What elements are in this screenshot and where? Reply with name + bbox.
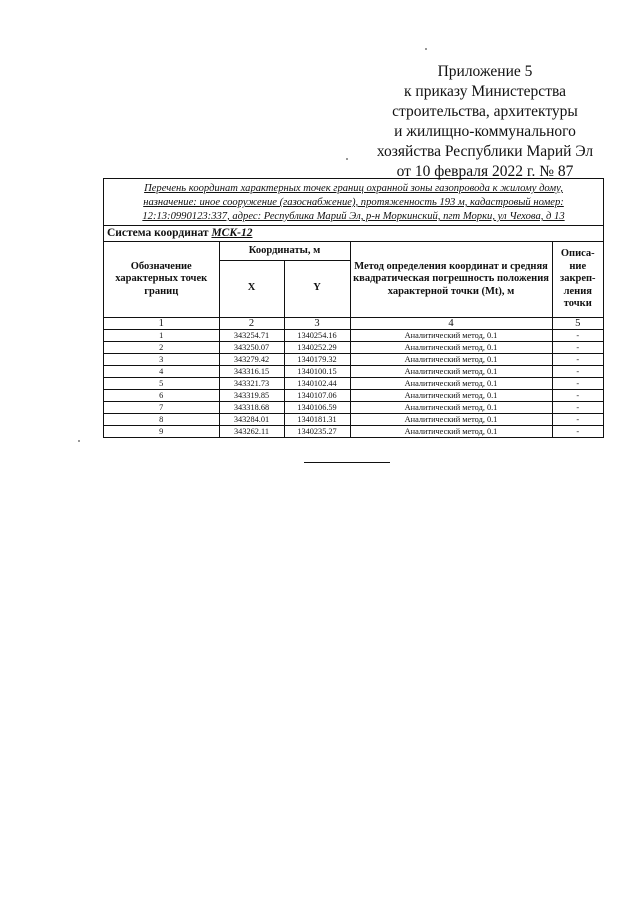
cell-description: - bbox=[552, 365, 603, 377]
appendix-line: и жилищно-коммунального bbox=[394, 123, 576, 140]
cell-description: - bbox=[552, 413, 603, 425]
cell-description: - bbox=[552, 353, 603, 365]
table-row bbox=[104, 389, 603, 401]
table-row bbox=[104, 329, 603, 341]
cell-x: 343254.71 bbox=[219, 329, 284, 341]
cell-x: 343319.85 bbox=[219, 389, 284, 401]
cell-method: Аналитический метод, 0.1 bbox=[350, 365, 552, 377]
coordinate-system-label: Система координат bbox=[107, 227, 209, 239]
cell-y: 1340181.31 bbox=[284, 413, 350, 425]
cell-x: 343279.42 bbox=[219, 353, 284, 365]
cell-method: Аналитический метод, 0.1 bbox=[350, 377, 552, 389]
column-number: 2 bbox=[219, 317, 284, 329]
cell-point: 6 bbox=[104, 389, 219, 401]
cell-x: 343321.73 bbox=[219, 377, 284, 389]
header-designation: Обозначение характерных точек границ bbox=[104, 242, 219, 317]
cell-method: Аналитический метод, 0.1 bbox=[350, 425, 552, 437]
title-line: 12:13:0990123:337, адрес: Республика Марий Эл, р-н Моркинский, пгт Морки, ул Чехова, д 13 bbox=[142, 211, 565, 222]
coordinate-system bbox=[104, 226, 603, 242]
cell-y: 1340100.15 bbox=[284, 365, 350, 377]
cell-method: Аналитический метод, 0.1 bbox=[350, 341, 552, 353]
cell-x: 343284.01 bbox=[219, 413, 284, 425]
appendix-line: хозяйства Республики Марий Эл bbox=[376, 143, 594, 160]
cell-description: - bbox=[552, 425, 603, 437]
cell-method: Аналитический метод, 0.1 bbox=[350, 389, 552, 401]
scan-speck bbox=[78, 440, 80, 442]
table-row bbox=[104, 413, 603, 425]
cell-method: Аналитический метод, 0.1 bbox=[350, 329, 552, 341]
coordinate-system-name: МСК-12 bbox=[211, 227, 253, 239]
column-number: 4 bbox=[350, 317, 552, 329]
cell-point: 3 bbox=[104, 353, 219, 365]
coordinates-frame bbox=[103, 178, 604, 438]
appendix-line: Приложение 5 bbox=[437, 63, 533, 80]
cell-description: - bbox=[552, 329, 603, 341]
scan-speck bbox=[346, 158, 348, 160]
header-method: Метод определения координат и средняя квадратическая погрешность положения характерной точки (Mt), м bbox=[350, 242, 552, 317]
title-line: назначение: иное сооружение (газоснабжение), протяженность 193 м, кадастровый номер: bbox=[143, 197, 564, 208]
cell-description: - bbox=[552, 377, 603, 389]
cell-description: - bbox=[552, 389, 603, 401]
appendix-line: от 10 февраля 2022 г. № 87 bbox=[396, 163, 574, 180]
cell-y: 1340179.32 bbox=[284, 353, 350, 365]
cell-x: 343318.68 bbox=[219, 401, 284, 413]
column-number-row bbox=[104, 317, 603, 329]
title-line: Перечень координат характерных точек границ охранной зоны газопровода к жилому дому, bbox=[144, 183, 563, 194]
scan-speck bbox=[425, 48, 427, 50]
cell-x: 343262.11 bbox=[219, 425, 284, 437]
end-of-document-line bbox=[304, 462, 390, 463]
cell-x: 343316.15 bbox=[219, 365, 284, 377]
cell-y: 1340107.06 bbox=[284, 389, 350, 401]
column-number: 1 bbox=[104, 317, 219, 329]
cell-description: - bbox=[552, 401, 603, 413]
document-title bbox=[104, 179, 603, 226]
appendix-header bbox=[345, 62, 625, 182]
table-row bbox=[104, 377, 603, 389]
cell-method: Аналитический метод, 0.1 bbox=[350, 353, 552, 365]
coordinates-table bbox=[104, 242, 603, 437]
cell-y: 1340106.59 bbox=[284, 401, 350, 413]
cell-y: 1340235.27 bbox=[284, 425, 350, 437]
cell-point: 1 bbox=[104, 329, 219, 341]
column-number: 5 bbox=[552, 317, 603, 329]
header-y: Y bbox=[284, 260, 350, 317]
column-number: 3 bbox=[284, 317, 350, 329]
cell-point: 2 bbox=[104, 341, 219, 353]
header-description: Описа-ние закреп-ления точки bbox=[552, 242, 603, 317]
header-coordinates: Координаты, м bbox=[219, 242, 350, 260]
appendix-line: к приказу Министерства bbox=[404, 83, 566, 100]
appendix-line: строительства, архитектуры bbox=[392, 103, 578, 120]
cell-point: 7 bbox=[104, 401, 219, 413]
cell-method: Аналитический метод, 0.1 bbox=[350, 401, 552, 413]
table-row bbox=[104, 341, 603, 353]
cell-point: 5 bbox=[104, 377, 219, 389]
cell-y: 1340252.29 bbox=[284, 341, 350, 353]
cell-x: 343250.07 bbox=[219, 341, 284, 353]
cell-y: 1340254.16 bbox=[284, 329, 350, 341]
cell-point: 4 bbox=[104, 365, 219, 377]
cell-y: 1340102.44 bbox=[284, 377, 350, 389]
table-row bbox=[104, 425, 603, 437]
table-row bbox=[104, 365, 603, 377]
cell-method: Аналитический метод, 0.1 bbox=[350, 413, 552, 425]
cell-description: - bbox=[552, 341, 603, 353]
cell-point: 9 bbox=[104, 425, 219, 437]
header-x: X bbox=[219, 260, 284, 317]
table-row bbox=[104, 401, 603, 413]
table-row bbox=[104, 353, 603, 365]
cell-point: 8 bbox=[104, 413, 219, 425]
